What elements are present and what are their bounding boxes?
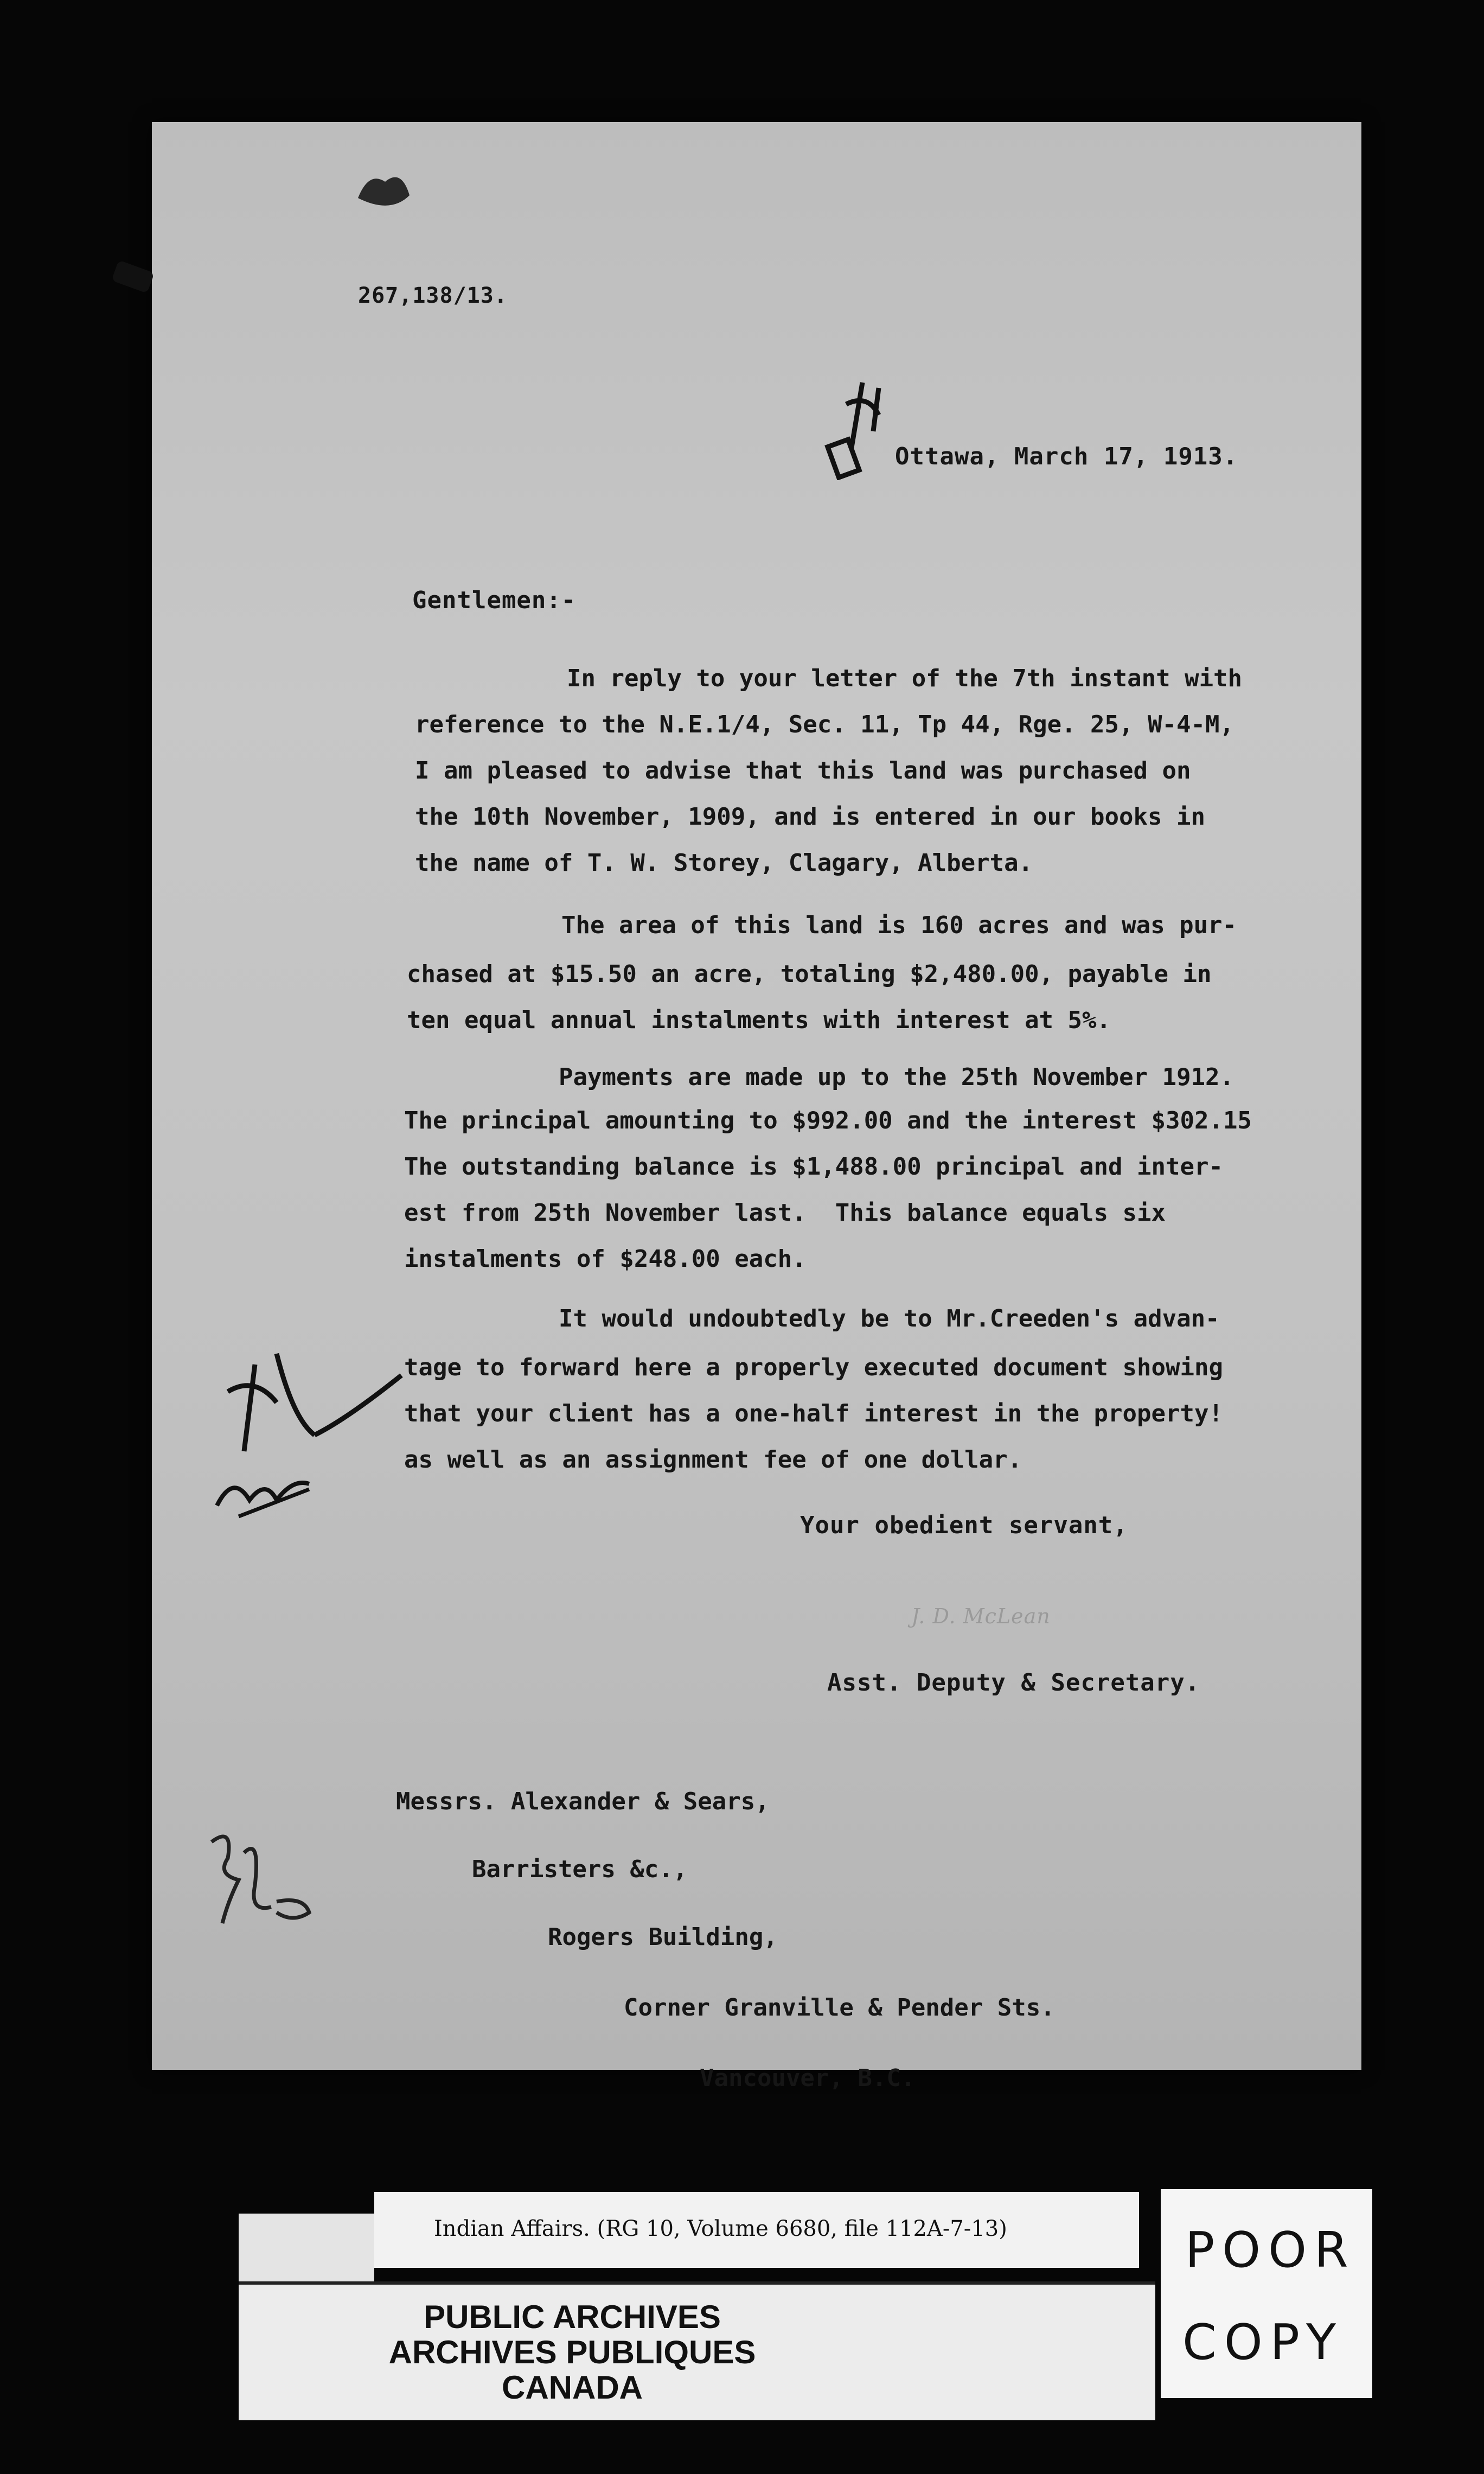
body-line: the name of T. W. Storey, Clagary, Alberta. — [415, 849, 1033, 877]
body-line: I am pleased to advise that this land was purchased on — [415, 757, 1191, 785]
poor-copy-stamp — [1161, 2189, 1372, 2398]
archive-line-3: CANADA — [502, 2369, 643, 2406]
poor-copy-line-1: POOR — [1185, 2222, 1356, 2279]
body-line: the 10th November, 1909, and is entered in our books in — [415, 803, 1205, 831]
body-line: The principal amounting to $992.00 and the interest $302.15 — [404, 1107, 1252, 1134]
body-line: The area of this land is 160 acres and was pur- — [561, 911, 1237, 939]
punch-mark — [108, 260, 163, 298]
body-line: In reply to your letter of the 7th instant with — [567, 665, 1243, 692]
body-line: reference to the N.E.1/4, Sec. 11, Tp 44, Rge. 25, W-4-M, — [415, 711, 1234, 738]
archive-label — [239, 2281, 1155, 2420]
body-line: tage to forward here a properly executed document showing — [404, 1354, 1223, 1381]
archive-reference: Indian Affairs. (RG 10, Volume 6680, file 112A-7-13) — [434, 2216, 1007, 2241]
signature-stamp: J. D. McLean — [911, 1604, 1051, 1628]
handwritten-margin-annotation — [184, 1343, 412, 1527]
body-line: ten equal annual instalments with interest at 5%. — [407, 1006, 1111, 1034]
handwritten-initials — [195, 1820, 320, 1929]
address-line: Messrs. Alexander & Sears, — [396, 1788, 770, 1815]
address-line: Rogers Building, — [548, 1923, 778, 1951]
body-line: It would undoubtedly be to Mr.Creeden's advan- — [559, 1305, 1220, 1332]
salutation: Gentlemen:- — [412, 586, 577, 614]
archive-line-2: ARCHIVES PUBLIQUES — [388, 2334, 756, 2370]
address-line: Barristers &c., — [472, 1855, 688, 1883]
archive-reference-box — [374, 2192, 1139, 2268]
body-line: chased at $15.50 an acre, totaling $2,480.00, payable in — [407, 960, 1212, 988]
signature-title: Asst. Deputy & Secretary. — [827, 1669, 1200, 1697]
body-line: that your client has a one-half interest in the property! — [404, 1400, 1223, 1427]
address-line: Corner Granville & Pender Sts. — [624, 1994, 1055, 2022]
file-number: 267,138/13. — [358, 283, 508, 308]
place-date: Ottawa, March 17, 1913. — [895, 443, 1238, 470]
body-line: instalments of $248.00 each. — [404, 1245, 807, 1273]
address-line: Vancouver, B.C. — [700, 2064, 916, 2092]
poor-copy-line-2: COPY — [1182, 2314, 1344, 2371]
body-line: as well as an assignment fee of one dollar. — [404, 1446, 1022, 1474]
letter-page — [152, 122, 1361, 2092]
body-line: est from 25th November last. This balance equals six — [404, 1199, 1166, 1227]
archive-line-1: PUBLIC ARCHIVES — [424, 2299, 721, 2335]
ink-blot-mark — [353, 165, 418, 220]
closing: Your obedient servant, — [800, 1512, 1128, 1539]
body-line: Payments are made up to the 25th November 1912. — [559, 1063, 1234, 1091]
body-line: The outstanding balance is $1,488.00 principal and inter- — [404, 1153, 1223, 1181]
